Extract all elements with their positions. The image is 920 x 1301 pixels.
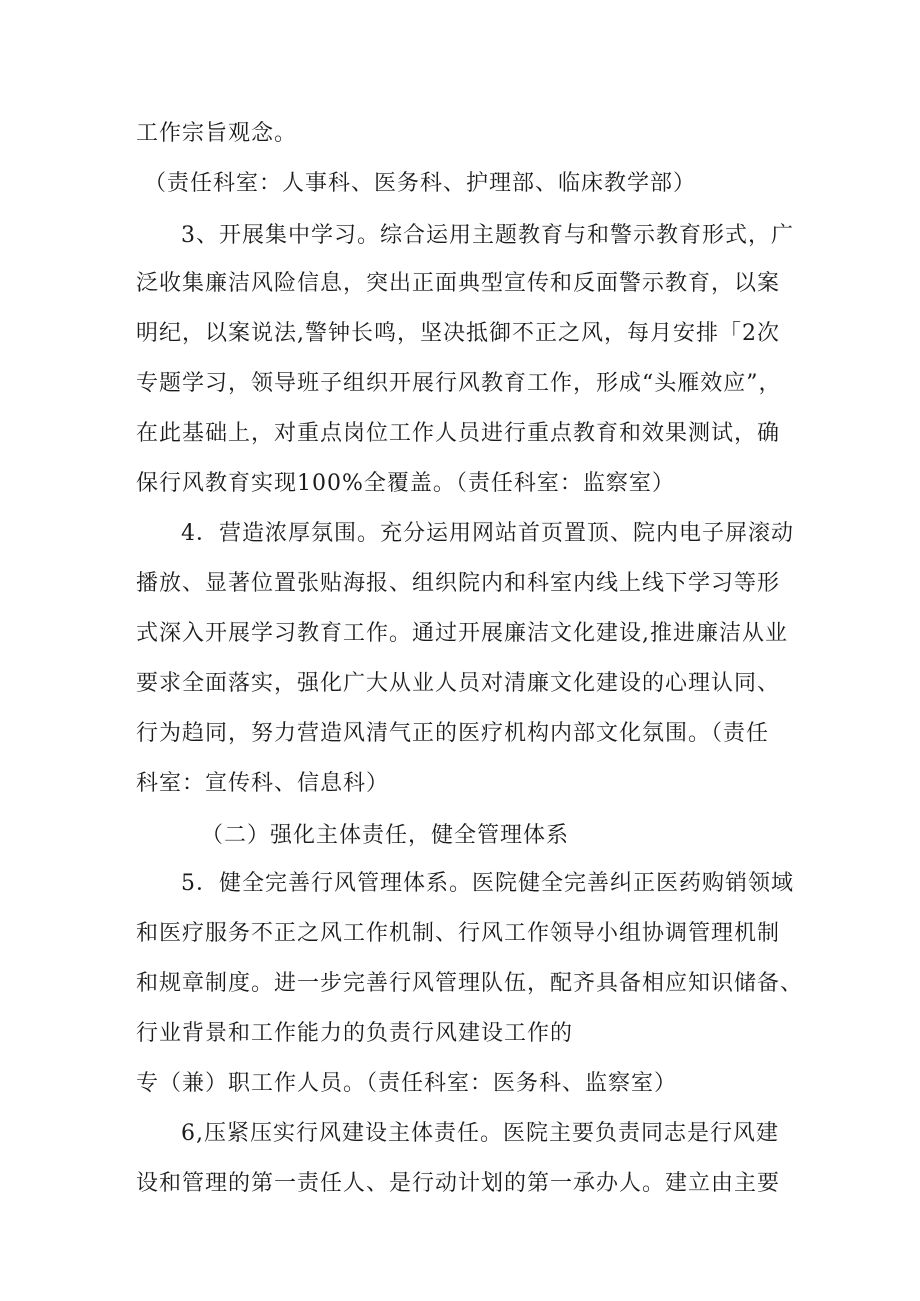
text-line: 专题学习，领导班子组织开展行风教育工作，形成“头雁效应”， bbox=[136, 371, 782, 396]
text-line: 6,压紧压实行风建设主体责任。医院主要负责同志是行风建 bbox=[181, 1121, 779, 1146]
text-line: 工作宗旨观念。 bbox=[136, 121, 298, 146]
section-heading: （二）强化主体责任，健全管理体系 bbox=[201, 823, 570, 848]
text-line: 行业背景和工作能力的负责行风建设工作的 bbox=[136, 1021, 574, 1046]
text-line: 4．营造浓厚氛围。充分运用网站首页置顶、院内电子屏滚动 bbox=[181, 521, 794, 546]
text-line: 专（兼）职工作人员。（责任科室：医务科、监察室） bbox=[136, 1071, 678, 1096]
text-line: 明纪，以案说法,警钟长鸣，坚决抵御不正之风，每月安排「2次 bbox=[136, 321, 780, 346]
text-line: 要求全面落实，强化广大从业人员对清廉文化建设的心理认同、 bbox=[136, 671, 781, 696]
text-line: 播放、显著位置张贴海报、组织院内和科室内线上线下学习等形 bbox=[136, 571, 781, 596]
text-line: 行为趋同，努力营造风清气正的医疗机构内部文化氛围。（责任 bbox=[136, 721, 770, 746]
text-line: 设和管理的第一责任人、是行动计划的第一承办人。建立由主要 bbox=[136, 1171, 781, 1196]
text-line: 3、开展集中学习。综合运用主题教育与和警示教育形式，广 bbox=[181, 223, 794, 248]
text-line: 式深入开展学习教育工作。通过开展廉洁文化建设,推进廉洁从业 bbox=[136, 621, 788, 646]
text-line: 和医疗服务不正之风工作机制、行风工作领导小组协调管理机制 bbox=[136, 921, 781, 946]
text-line: 泛收集廉洁风险信息，突出正面典型宣传和反面警示教育，以案 bbox=[136, 271, 781, 296]
text-line: 科室：宣传科、信息科） bbox=[136, 771, 390, 796]
text-line: 和规章制度。进一步完善行风管理队伍，配齐具备相应知识储备、 bbox=[136, 971, 804, 996]
text-line: 在此基础上，对重点岗位工作人员进行重点教育和效果测试，确 bbox=[136, 421, 781, 446]
text-line: （责任科室：人事科、医务科、护理部、临床教学部） bbox=[144, 171, 697, 196]
text-line: 保行风教育实现100%全覆盖。（责任科室：监察室） bbox=[136, 471, 675, 496]
text-line: 5．健全完善行风管理体系。医院健全完善纠正医药购销领域 bbox=[181, 871, 794, 896]
